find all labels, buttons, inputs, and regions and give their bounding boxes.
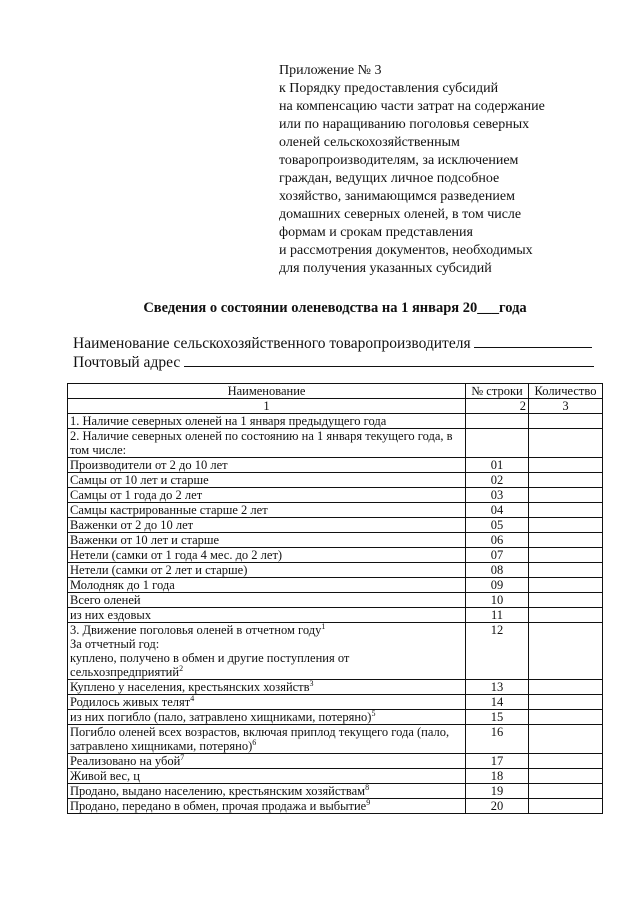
row-name-text: Погибло оленей всех возрастов, включая приплод текущего года (пало, затравлено хищниками, потеряно)	[70, 725, 450, 753]
row-line-number: 05	[466, 518, 529, 533]
row-name-text: из них погибло (пало, затравлено хищниками, потеряно)	[70, 710, 372, 724]
row-name-text: 2. Наличие северных оленей по состоянию на 1 января текущего года, в том числе:	[70, 429, 453, 457]
row-quantity-cell[interactable]	[529, 769, 603, 784]
row-name-text: Реализовано на убой	[70, 754, 181, 768]
appendix-line: или по наращиванию поголовья северных	[279, 117, 530, 132]
row-name	[68, 473, 466, 488]
row-name	[68, 799, 466, 814]
row-name-text: Куплено у населения, крестьянских хозяйств	[70, 680, 310, 694]
row-name	[68, 623, 466, 680]
row-quantity-cell[interactable]	[529, 784, 603, 799]
row-line-number: 09	[466, 578, 529, 593]
producer-blank-line[interactable]	[474, 333, 592, 348]
row-name-text: из них ездовых	[70, 608, 152, 622]
table-row	[68, 784, 603, 799]
table-row	[68, 680, 603, 695]
row-line-number	[466, 429, 529, 458]
row-name-text: 1. Наличие северных оленей на 1 января предыдущего года	[70, 414, 387, 428]
row-name	[68, 680, 466, 695]
table-row	[68, 429, 603, 458]
footnote-mark: 2	[179, 663, 184, 673]
data-table	[67, 383, 603, 814]
row-quantity-cell[interactable]	[529, 799, 603, 814]
table-row	[68, 623, 603, 680]
row-name-text: Нетели (самки от 1 года 4 мес. до 2 лет)	[70, 548, 283, 562]
row-name-text: Всего оленей	[70, 593, 141, 607]
row-name	[68, 488, 466, 503]
row-name-text: Продано, выдано населению, крестьянским хозяйствам	[70, 784, 366, 798]
row-line-number: 06	[466, 533, 529, 548]
row-subtext: За отчетный год:	[70, 637, 160, 651]
table-row	[68, 799, 603, 814]
table-row	[68, 710, 603, 725]
table-row	[68, 695, 603, 710]
appendix-line: и рассмотрения документов, необходимых	[279, 243, 533, 258]
footnote-mark: 8	[365, 782, 370, 792]
table-row	[68, 578, 603, 593]
document-title: Сведения о состоянии оленеводства на 1 января 20___года	[143, 300, 527, 316]
table-row	[68, 458, 603, 473]
row-quantity-cell[interactable]	[529, 563, 603, 578]
row-name-text: Самцы от 1 года до 2 лет	[70, 488, 203, 502]
row-line-number: 15	[466, 710, 529, 725]
table-row	[68, 503, 603, 518]
footnote-mark: 1	[321, 621, 326, 631]
row-line-number: 17	[466, 754, 529, 769]
table-row	[68, 414, 603, 429]
row-line-number: 08	[466, 563, 529, 578]
row-name-text: Самцы от 10 лет и старше	[70, 473, 209, 487]
row-name-text: Родилось живых телят	[70, 695, 191, 709]
row-quantity-cell[interactable]	[529, 414, 603, 429]
table-row	[68, 518, 603, 533]
producer-label: Наименование сельскохозяйственного товаропроизводителя	[73, 335, 471, 352]
row-name	[68, 503, 466, 518]
row-name-text: Продано, передано в обмен, прочая продажа и выбытие	[70, 799, 367, 813]
appendix-line: к Порядку предоставления субсидий	[279, 81, 499, 96]
row-line-number: 01	[466, 458, 529, 473]
row-line-number: 18	[466, 769, 529, 784]
appendix-line: на компенсацию части затрат на содержание	[279, 99, 545, 114]
table-row	[68, 563, 603, 578]
row-quantity-cell[interactable]	[529, 503, 603, 518]
row-name	[68, 784, 466, 799]
appendix-line: граждан, ведущих личное подсобное	[279, 171, 500, 186]
row-name	[68, 754, 466, 769]
appendix-block	[279, 62, 619, 278]
table-row	[68, 725, 603, 754]
row-quantity-cell[interactable]	[529, 710, 603, 725]
row-quantity-cell[interactable]	[529, 623, 603, 680]
table-row	[68, 548, 603, 563]
header-name: Наименование	[68, 384, 466, 399]
row-quantity-cell[interactable]	[529, 429, 603, 458]
appendix-line: для получения указанных субсидий	[279, 261, 492, 276]
row-quantity-cell[interactable]	[529, 578, 603, 593]
row-quantity-cell[interactable]	[529, 548, 603, 563]
row-name	[68, 533, 466, 548]
row-name-text: Производители от 2 до 10 лет	[70, 458, 228, 472]
row-line-number: 03	[466, 488, 529, 503]
row-line-number: 16	[466, 725, 529, 754]
row-name-text: Нетели (самки от 2 лет и старше)	[70, 563, 248, 577]
footnote-mark: 6	[252, 737, 257, 747]
table-row	[68, 488, 603, 503]
row-quantity-cell[interactable]	[529, 473, 603, 488]
table-row	[68, 754, 603, 769]
row-quantity-cell[interactable]	[529, 518, 603, 533]
footnote-mark: 4	[190, 693, 195, 703]
address-blank-line[interactable]	[184, 352, 594, 367]
row-line-number	[466, 414, 529, 429]
appendix-line: товаропроизводителям, за исключением	[279, 153, 519, 168]
row-quantity-cell[interactable]	[529, 608, 603, 623]
appendix-line: оленей сельскохозяйственным	[279, 135, 460, 150]
table-row	[68, 593, 603, 608]
appendix-line: домашних северных оленей, в том числе	[279, 207, 522, 222]
row-name	[68, 710, 466, 725]
col-number: 1	[68, 399, 466, 414]
row-quantity-cell[interactable]	[529, 695, 603, 710]
row-line-number: 10	[466, 593, 529, 608]
row-name	[68, 429, 466, 458]
row-name-text: Молодняк до 1 года	[70, 578, 175, 592]
header-line-number: № строки	[466, 384, 529, 399]
row-name	[68, 725, 466, 754]
footnote-mark: 5	[371, 708, 376, 718]
row-name-text: Самцы кастрированные старше 2 лет	[70, 503, 268, 517]
row-line-number: 04	[466, 503, 529, 518]
row-line-number: 07	[466, 548, 529, 563]
footnote-mark: 7	[180, 752, 185, 762]
producer-field	[73, 333, 592, 353]
row-quantity-cell[interactable]	[529, 458, 603, 473]
row-name	[68, 563, 466, 578]
footnote-mark: 9	[366, 797, 371, 807]
row-quantity-cell[interactable]	[529, 593, 603, 608]
row-quantity-cell[interactable]	[529, 725, 603, 754]
row-name-text: Важенки от 2 до 10 лет	[70, 518, 194, 532]
table-row	[68, 769, 603, 784]
table-row	[68, 533, 603, 548]
row-name	[68, 578, 466, 593]
header-quantity: Количество	[529, 384, 603, 399]
row-name	[68, 518, 466, 533]
row-line-number: 19	[466, 784, 529, 799]
row-name	[68, 769, 466, 784]
row-line-number: 02	[466, 473, 529, 488]
col-number: 2	[466, 399, 529, 414]
row-line-number: 12	[466, 623, 529, 680]
row-subtext-text: куплено, получено в обмен и другие поступления от сельхозпредприятий	[70, 651, 350, 679]
appendix-line: формам и срокам представления	[279, 225, 473, 240]
row-line-number: 13	[466, 680, 529, 695]
row-name-text: Живой вес, ц	[70, 769, 140, 783]
row-name	[68, 414, 466, 429]
row-name-text: 3. Движение поголовья оленей в отчетном году	[70, 623, 322, 637]
appendix-line: Приложение № 3	[279, 63, 382, 78]
row-line-number: 14	[466, 695, 529, 710]
row-quantity-cell[interactable]	[529, 680, 603, 695]
row-name-text: Важенки от 10 лет и старше	[70, 533, 220, 547]
row-name	[68, 458, 466, 473]
row-quantity-cell[interactable]	[529, 754, 603, 769]
row-line-number: 20	[466, 799, 529, 814]
table-row	[68, 473, 603, 488]
row-line-number: 11	[466, 608, 529, 623]
footnote-mark: 3	[309, 678, 314, 688]
table-body	[68, 414, 603, 814]
row-name	[68, 593, 466, 608]
address-label: Почтовый адрес	[73, 354, 181, 371]
row-name	[68, 695, 466, 710]
col-number: 3	[529, 399, 603, 414]
address-field	[73, 352, 594, 372]
table-row	[68, 608, 603, 623]
row-quantity-cell[interactable]	[529, 533, 603, 548]
appendix-line: хозяйство, занимающимся разведением	[279, 189, 515, 204]
row-name	[68, 608, 466, 623]
row-quantity-cell[interactable]	[529, 488, 603, 503]
row-subtext	[70, 651, 463, 679]
row-name	[68, 548, 466, 563]
